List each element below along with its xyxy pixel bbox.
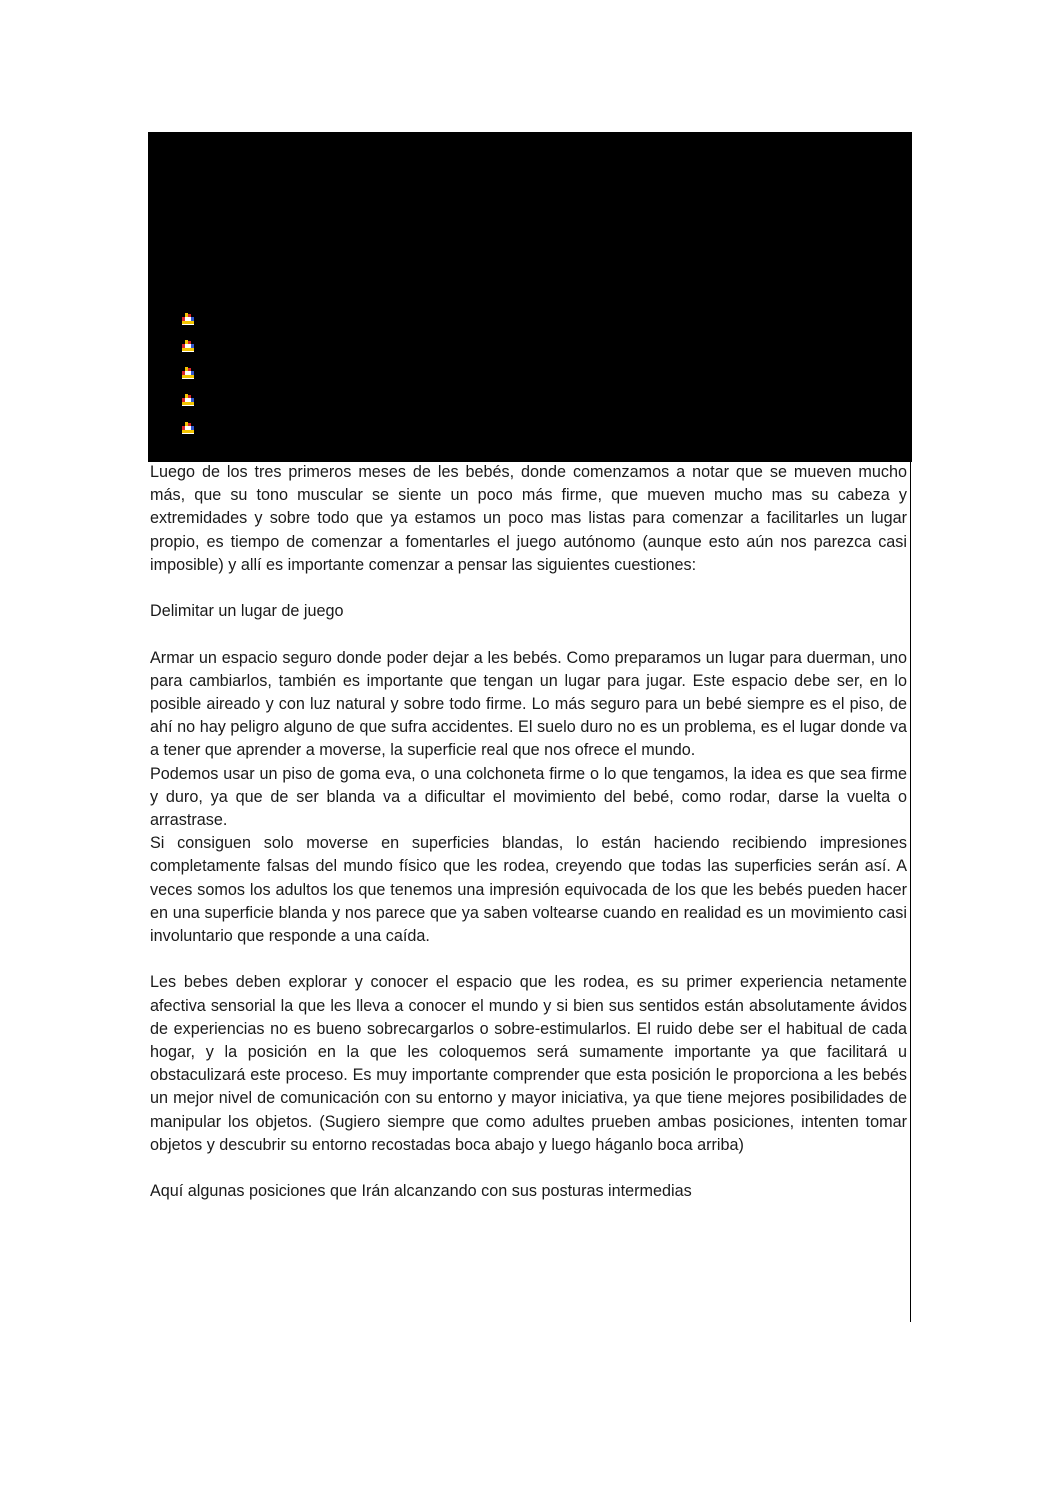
paragraph-gap — [150, 577, 907, 600]
intro-paragraph: Luego de los tres primeros meses de les bebés, donde comenzamos a notar que se mueven mucho más, que su tono muscular se siente un poco más firme, que mueven mucho mas su cabeza y extremidades y sobre todo que ya estamos un poco mas listas para comenzar a facilitarles un lugar propio, es tiempo de comenzar a fomentarles el juego autónomo (aunque esto aún nos parezca casi imposible) y allí es importante comenzar a pensar las siguientes cuestiones: — [150, 463, 907, 574]
section-heading: Delimitar un lugar de juego — [150, 602, 344, 621]
space-paragraph: Armar un espacio seguro donde poder dejar a les bebés. Como preparamos un lugar para duerman, uno para cambiarlos, también es importante que tengan un lugar para jugar. Este espacio debe ser, en lo posible aireado y con luz natural y sobre todo firme. Lo más seguro para un bebé siempre es el piso, de ahí no hay peligro alguno de que sufra accidentes. El suelo duro no es un problema, es el lugar donde va a tener que aprender a moverse, la superficie real que nos ofrece el mundo. — [150, 648, 907, 760]
floor-paragraph: Podemos usar un piso de goma eva, o una colchoneta firme o lo que tengamos, la idea es que sea firme y duro, ya que de ser blanda va a dificultar el movimiento del bebé, como rodar, darse la vuelta o arrastrase. — [150, 764, 907, 830]
dark-image-panel — [148, 132, 912, 462]
closing-paragraph: Aquí algunas posiciones que Irán alcanzando con sus posturas intermedias — [150, 1182, 692, 1201]
bullet-icon — [181, 367, 196, 380]
bullet-icon — [181, 422, 196, 435]
document-body — [150, 461, 907, 1203]
bullet-icon — [181, 313, 196, 326]
bullet-icon — [181, 340, 196, 353]
paragraph-gap — [150, 948, 907, 971]
explore-paragraph: Les bebes deben explorar y conocer el espacio que les rodea, es su primer experiencia netamente afectiva sensorial la que les lleva a conocer el mundo y si bien sus sentidos están absolutamente ávidos de experiencias no es bueno sobrecargarlos o sobre-estimularlos. El ruido debe ser el habitual de cada hogar, y la posición en la que les coloquemos será sumamente importante ya que facilitará u obstaculizará este proceso. Es muy importante comprender que esta posición le proporciona a les bebés un mejor nivel de comunicación con su entorno y mayor iniciativa, ya que tiene mejores posibilidades de manipular los objetos. (Sugiero siempre que como adultes prueben ambas posiciones, intenten tomar objetos y descubrir su entorno recostadas boca abajo y luego háganlo boca arriba) — [150, 973, 907, 1154]
soft-surface-paragraph: Si consiguen solo moverse en superficies blandas, lo están haciendo recibiendo impresiones completamente falsas del mundo físico que les rodea, creyendo que todas las superficies serán así. A veces somos los adultos los que tenemos una impresión equivocada de los que les bebés pueden hacer en una superficie blanda y nos parece que ya saben voltearse cuando en realidad es un movimiento casi involuntario que responde a una caída. — [150, 834, 907, 946]
paragraph-gap — [150, 1157, 907, 1180]
right-border-line — [910, 462, 911, 1322]
bullet-icon — [181, 394, 196, 407]
paragraph-gap — [150, 623, 907, 646]
